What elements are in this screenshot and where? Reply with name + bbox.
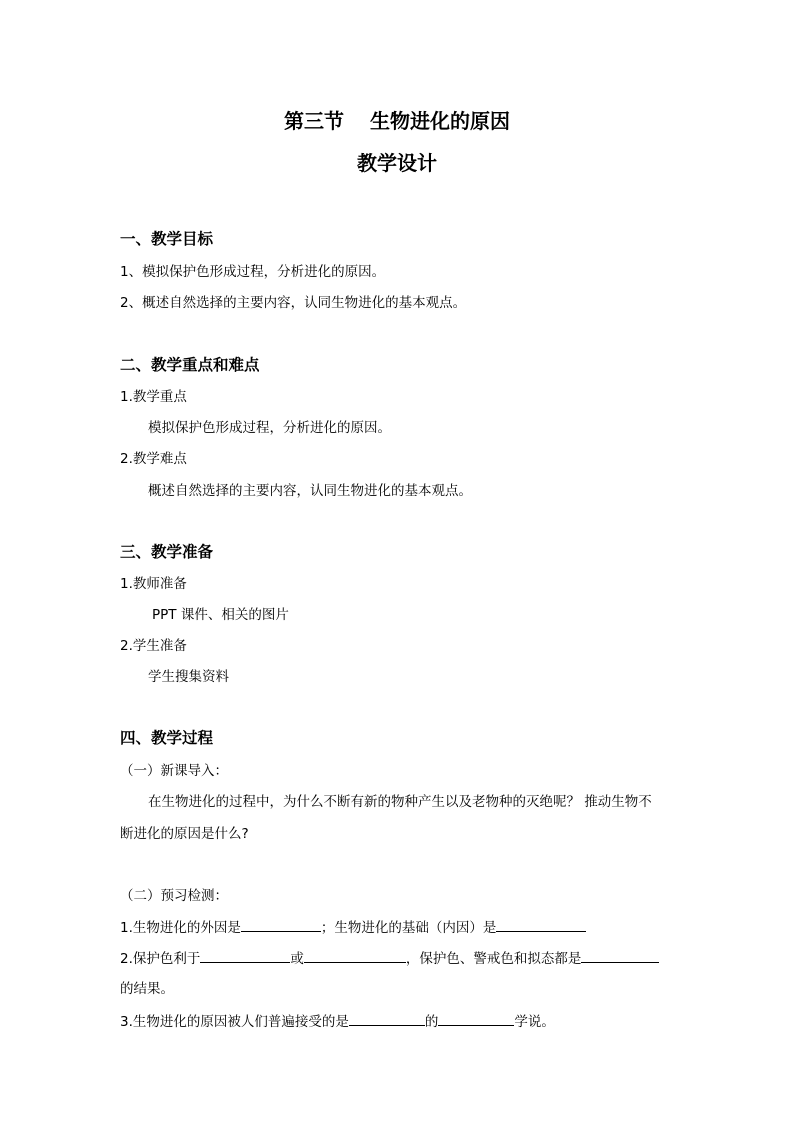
- question-1: [120, 916, 586, 936]
- student-prep-text: 学生搜集资料: [148, 669, 229, 685]
- question-3-part-b: 的: [424, 1014, 439, 1030]
- title-section-number: 第三节: [284, 109, 344, 133]
- question-2-part-b: 或: [290, 951, 304, 967]
- section4-heading: 四、教学过程: [120, 729, 214, 747]
- key-point-text: 模拟保护色形成过程，分析进化的原因。: [148, 420, 391, 436]
- document-subtitle: 教学设计: [357, 151, 437, 175]
- intro-label: （一）新课导入：: [120, 763, 228, 779]
- section2-heading: 二、教学重点和难点: [120, 356, 260, 374]
- question-1-part-b: ；生物进化的基础（内因）是: [320, 920, 497, 936]
- question-3-part-c: 学说。: [514, 1014, 555, 1030]
- section3-heading: 三、教学准备: [120, 543, 214, 561]
- section1-heading: 一、教学目标: [120, 230, 214, 248]
- title-topic: 生物进化的原因: [370, 109, 510, 133]
- teacher-prep-text: PPT 课件、相关的图片: [152, 607, 289, 623]
- question-2: [120, 947, 659, 967]
- question-1-part-a: 1.生物进化的外因是: [120, 920, 241, 936]
- answer-blank-1: [241, 917, 321, 932]
- question-2-ending: 的结果。: [120, 981, 174, 997]
- answer-blank-7: [438, 1011, 514, 1026]
- answer-blank-4: [304, 948, 406, 963]
- intro-text-line1: 在生物进化的过程中，为什么不断有新的物种产生以及老物种的灭绝呢？ 推动生物不: [148, 794, 652, 810]
- difficulty-text: 概述自然选择的主要内容，认同生物进化的基本观点。: [148, 483, 472, 499]
- answer-blank-6: [349, 1011, 425, 1026]
- intro-text-line2: 断进化的原因是什么?: [120, 826, 249, 842]
- section1-item-2: 2、概述自然选择的主要内容，认同生物进化的基本观点。: [120, 295, 467, 311]
- difficulty-label: 2.教学难点: [120, 451, 187, 467]
- teacher-prep-label: 1.教师准备: [120, 576, 187, 592]
- answer-blank-3: [200, 948, 290, 963]
- answer-blank-2: [496, 917, 586, 932]
- answer-blank-5: [581, 948, 659, 963]
- question-3-part-a: 3.生物进化的原因被人们普遍接受的是: [120, 1014, 349, 1030]
- preview-check-label: （二）预习检测：: [120, 888, 228, 904]
- question-2-part-c: ，保护色、警戒色和拟态都是: [405, 951, 582, 967]
- section1-item-1: 1、模拟保护色形成过程，分析进化的原因。: [120, 264, 386, 280]
- key-point-label: 1.教学重点: [120, 389, 187, 405]
- question-3: [120, 1010, 555, 1030]
- question-2-part-a: 2.保护色利于: [120, 951, 201, 967]
- document-title: [0, 105, 794, 134]
- student-prep-label: 2.学生准备: [120, 638, 187, 654]
